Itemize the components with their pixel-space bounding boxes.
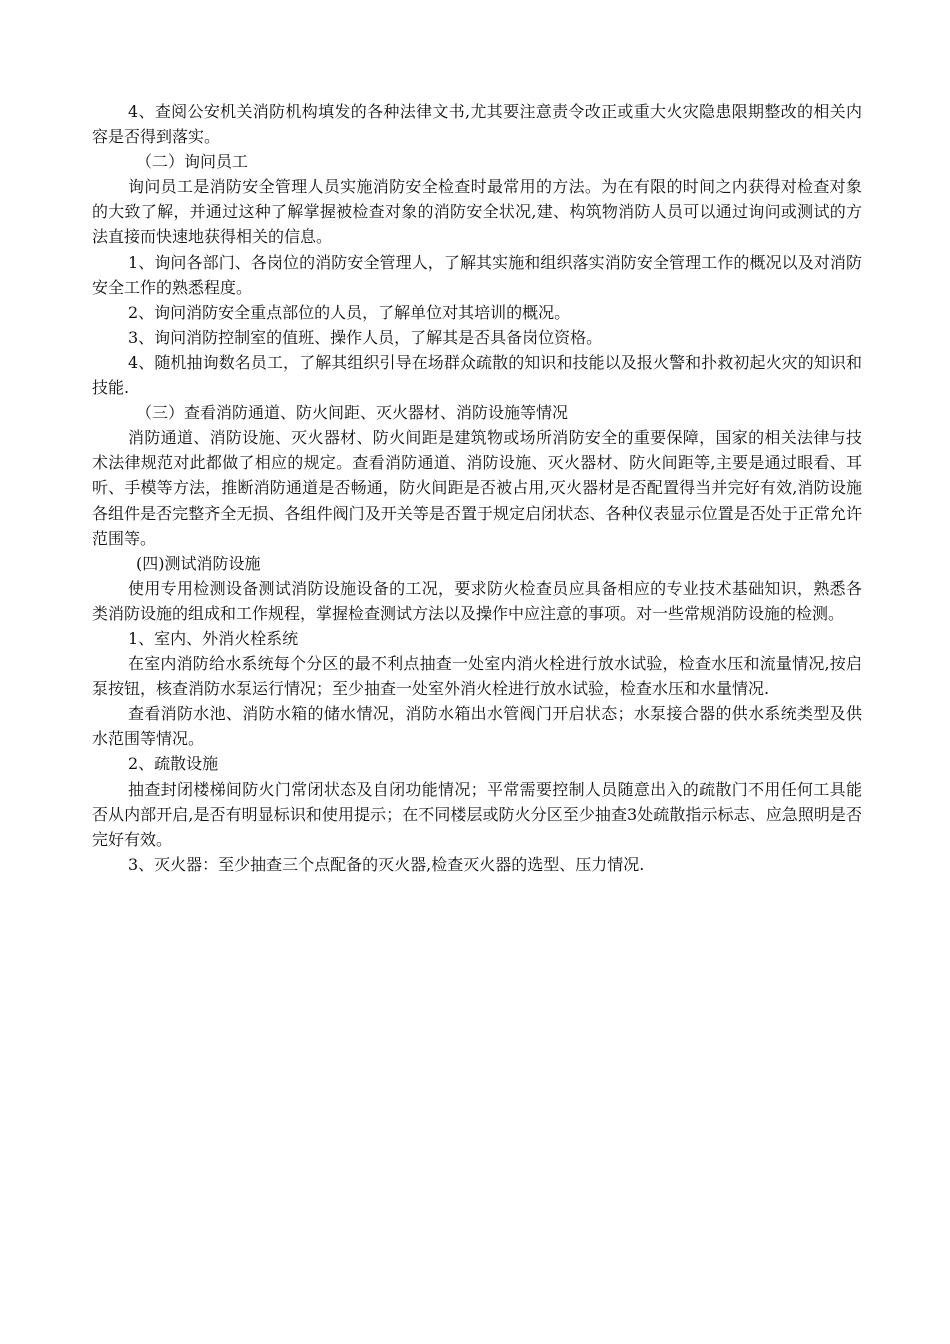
paragraph: 询问员工是消防安全管理人员实施消防安全检查时最常用的方法。为在有限的时间之内获得对检查对象的大致了解，并通过这种了解掌握被检查对象的消防安全状况,建、构筑物消防人员可以通过询问或测试的方法直接而快速地获得相关的信息。 [92, 177, 862, 247]
paragraph: 查看消防水池、消防水箱的储水情况，消防水箱出水管阀门开启状态；水泵接合器的供水系统类型及供水范围等情况。 [92, 704, 862, 749]
document-body [92, 99, 862, 877]
subheading: 2、疏散设施 [128, 754, 219, 774]
section-heading: （三）查看消防通道、防火间距、灭火器材、消防设施等情况 [136, 403, 569, 423]
paragraph: 使用专用检测设备测试消防设施设备的工况，要求防火检查员应具备相应的专业技术基础知识，熟悉各类消防设施的组成和工作规程，掌握检查测试方法以及操作中应注意的事项。对一些常规消防设施的检测。 [92, 578, 862, 623]
subheading: 1、室内、外消火栓系统 [128, 628, 299, 648]
paragraph: 3、询问消防控制室的值班、操作人员，了解其是否具备岗位资格。 [128, 327, 603, 347]
paragraph: 消防通道、消防设施、灭火器材、防火间距是建筑物或场所消防安全的重要保障，国家的相关法律与技术法律规范对此都做了相应的规定。查看消防通道、消防设施、灭火器材、防火间距等,主要是通过眼看、耳听、手模等方法，推断消防通道是否畅通，防火间距是否被占用,灭火器材是否配置得当并完好有效,消防设施各组件是否完整齐全无损、各组件阀门及开关等是否置于规定启闭状态、各种仪表显示位置是否处于正常允许范围等。 [92, 428, 862, 548]
paragraph: 1、询问各部门、各岗位的消防安全管理人，了解其实施和组织落实消防安全管理工作的概况以及对消防安全工作的熟悉程度。 [92, 252, 862, 297]
paragraph: 4、查阅公安机关消防机构填发的各种法律文书,尤其要注意责令改正或重大火灾隐患限期整改的相关内容是否得到落实。 [92, 102, 862, 147]
paragraph: 4、随机抽询数名员工，了解其组织引导在场群众疏散的知识和技能以及报火警和扑救初起火灾的知识和技能. [92, 352, 862, 398]
paragraph: 3、灭火器：至少抽查三个点配备的灭火器,检查灭火器的选型、压力情况. [128, 854, 645, 874]
paragraph: 2、询问消防安全重点部位的人员，了解单位对其培训的概况。 [128, 302, 571, 322]
section-heading: （二）询问员工 [136, 152, 249, 172]
paragraph: 在室内消防给水系统每个分区的最不利点抽查一处室内消火栓进行放水试验，检查水压和流量情况,按启泵按钮，核查消防水泵运行情况；至少抽查一处室外消火栓进行放水试验，检查水压和水量情况. [92, 654, 862, 699]
paragraph: 抽查封闭楼梯间防火门常闭状态及自闭功能情况；平常需要控制人员随意出入的疏散门不用任何工具能否从内部开启,是否有明显标识和使用提示；在不同楼层或防火分区至少抽查3处疏散指示标志、应急照明是否完好有效。 [92, 779, 862, 849]
section-heading: (四)测试消防设施 [136, 553, 261, 573]
